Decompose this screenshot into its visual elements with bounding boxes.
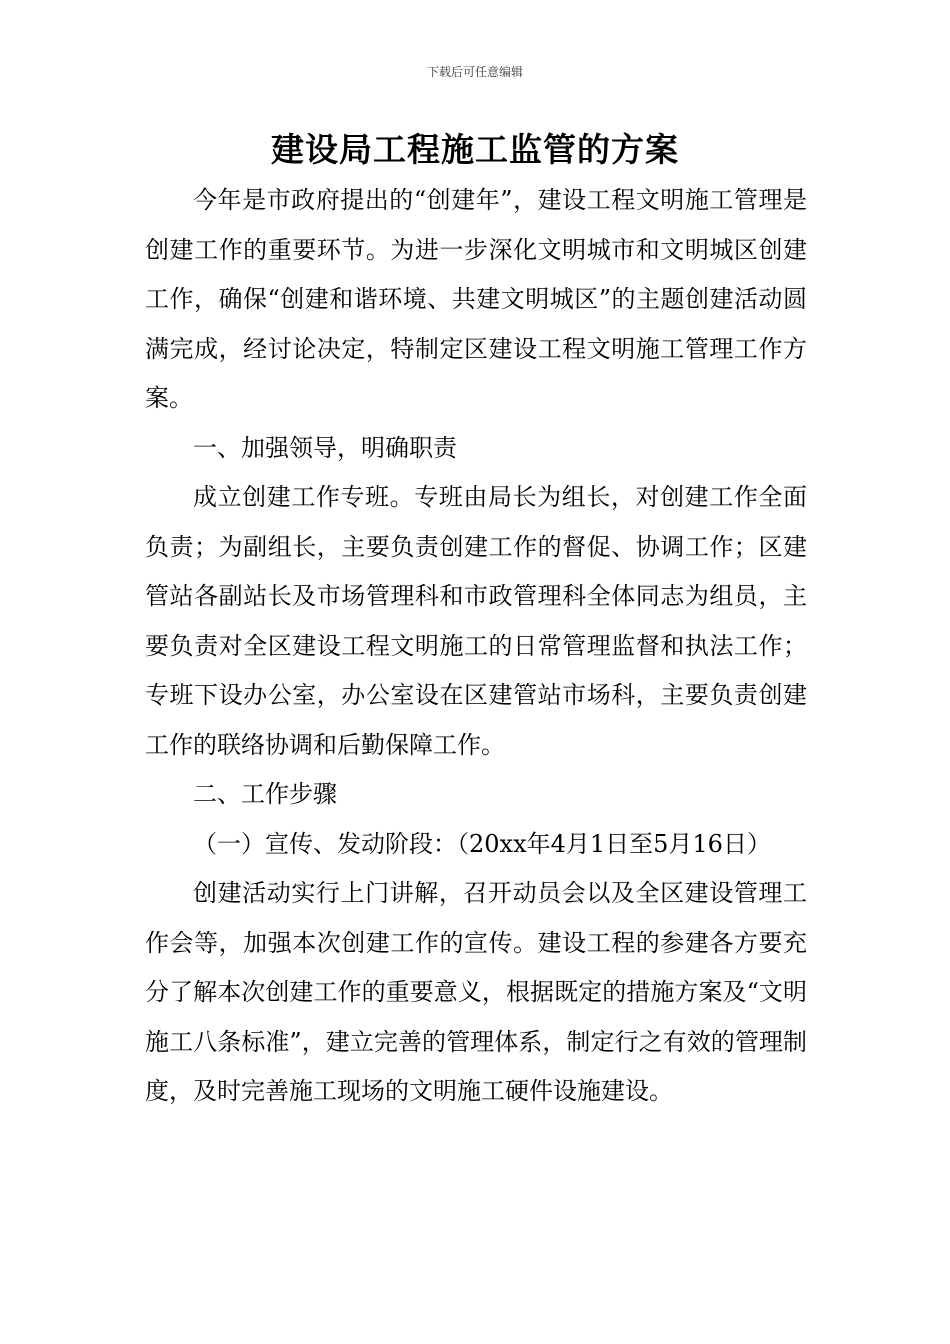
paragraph-leadership: 成立创建工作专班。专班由局长为组长，对创建工作全面负责；为副组长，主要负责创建工作的督促、协调工作；区建管站各副站长及市场管理科和市政管理科全体同志为组员，主要负责对全区建设工程文明施工的日常管理监督和执法工作；专班下设办公室，办公室设在区建管站市场科，主要负责创建工作的联络协调和后勤保障工作。: [145, 483, 807, 759]
section-heading-steps: 二、工作步骤: [193, 780, 337, 808]
paragraph-intro: 今年是市政府提出的“创建年”，建设工程文明施工管理是创建工作的重要环节。为进一步深化文明城市和文明城区创建工作，确保“创建和谐环境、共建文明城区”的主题创建活动圆满完成，经讨论决定，特制定区建设工程文明施工管理工作方案。: [145, 186, 807, 412]
document-body: [145, 176, 807, 1117]
section-heading-leadership: 一、加强领导，明确职责: [193, 433, 457, 462]
subsection-heading-stage-one: （一）宣传、发动阶段：（20xx年4月1日至5月16日）: [193, 829, 771, 858]
header-note: 下载后可任意编辑: [426, 65, 523, 79]
paragraph-stage-one: 创建活动实行上门讲解，召开动员会以及全区建设管理工作会等，加强本次创建工作的宣传。建设工程的参建各方要充分了解本次创建工作的重要意义，根据既定的措施方案及“文明施工八条标准”，建立完善的管理体系，制定行之有效的管理制度，及时完善施工现场的文明施工硬件设施建设。: [145, 879, 807, 1105]
document-title: 建设局工程施工监管的方案: [271, 130, 679, 169]
